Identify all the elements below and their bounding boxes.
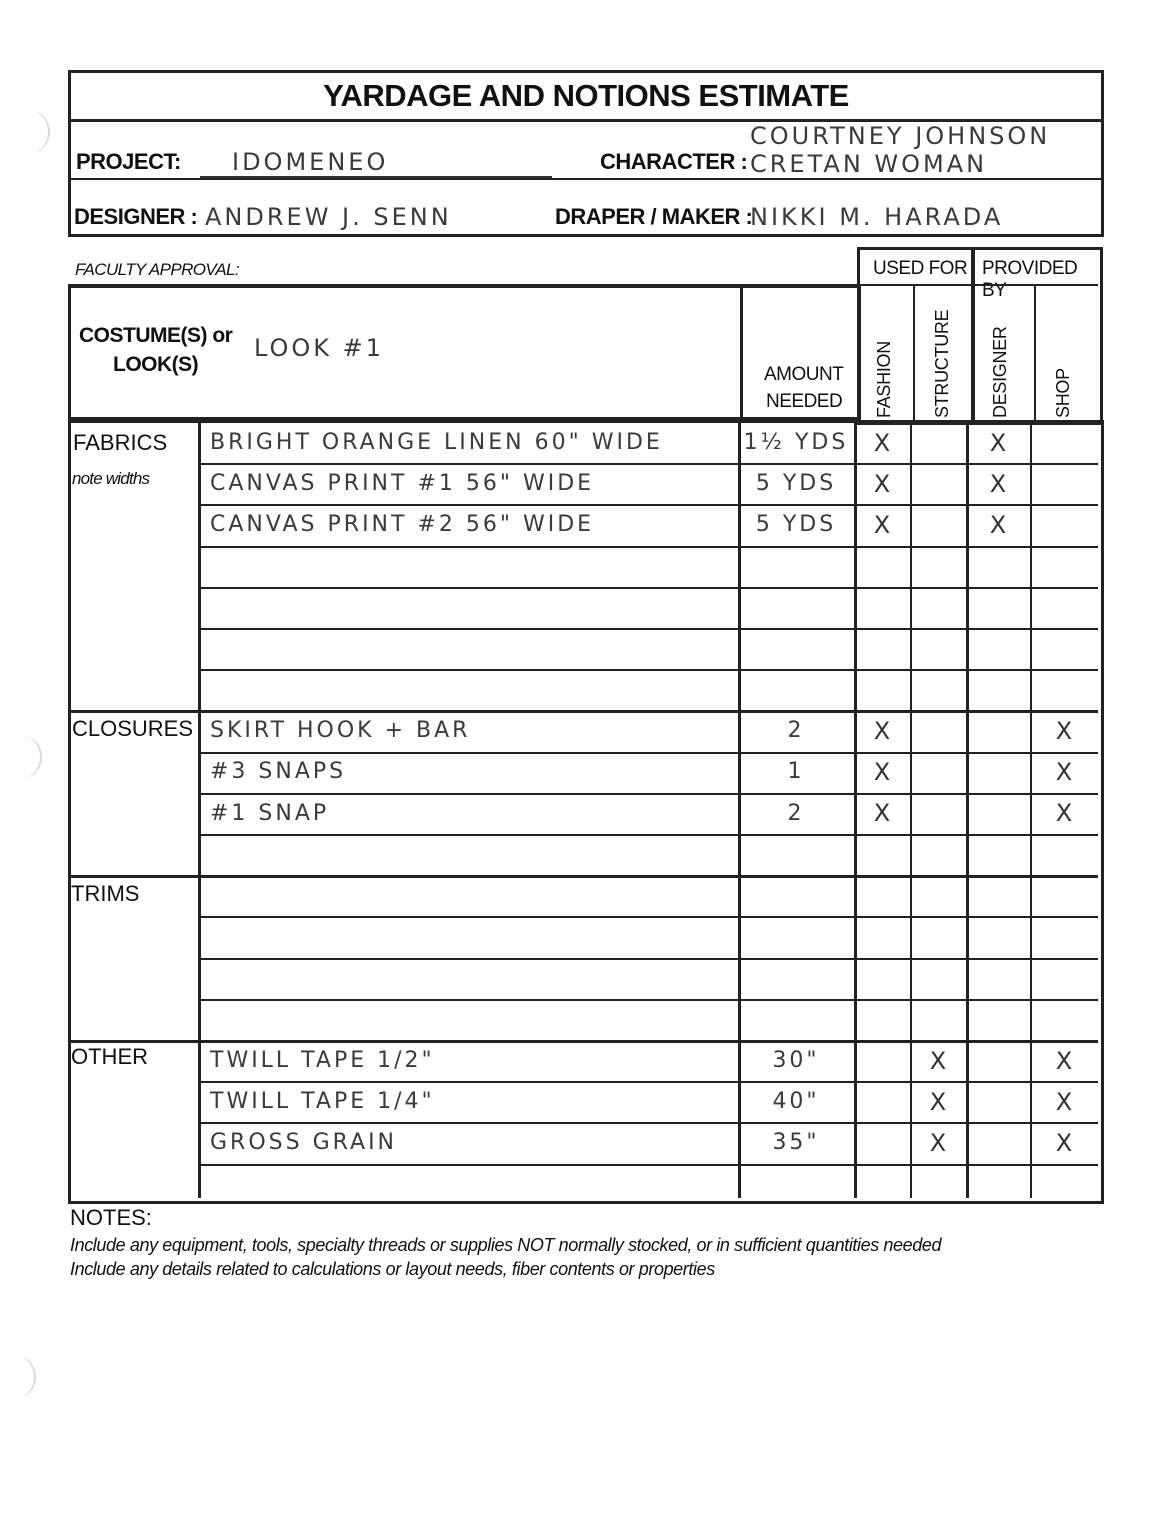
- character-value-line2[interactable]: CRETAN WOMAN: [750, 150, 988, 178]
- fashion-cell[interactable]: X: [873, 469, 891, 498]
- table-row: [198, 463, 1098, 504]
- table-row: [198, 422, 1098, 463]
- table-row: [198, 1122, 1098, 1163]
- table-row: [198, 504, 1098, 545]
- amount-cell[interactable]: 1: [787, 759, 805, 785]
- project-value[interactable]: IDOMENEO: [232, 148, 389, 176]
- shop-cell[interactable]: X: [1055, 1128, 1073, 1157]
- provided-by-label: PROVIDED BY: [982, 258, 1078, 301]
- amount-cell[interactable]: 1½ YDS: [743, 429, 849, 455]
- designer-col-label: DESIGNER: [990, 326, 1010, 418]
- designer-cell[interactable]: X: [989, 510, 1007, 539]
- table-row: [198, 710, 1098, 751]
- draper-label: DRAPER / MAKER :: [555, 204, 753, 229]
- item-cell[interactable]: #3 SNAPS: [210, 759, 347, 785]
- item-cell[interactable]: BRIGHT ORANGE LINEN 60" WIDE: [210, 429, 663, 455]
- draper-value[interactable]: NIKKI M. HARADA: [750, 203, 1004, 231]
- character-label: CHARACTER :: [600, 149, 748, 174]
- fabrics-label: FABRICS: [73, 430, 168, 455]
- item-cell[interactable]: CANVAS PRINT #1 56" WIDE: [210, 471, 595, 497]
- other-label: OTHER: [71, 1044, 148, 1069]
- amount-cell[interactable]: 35": [772, 1130, 820, 1156]
- table-row: [198, 752, 1098, 793]
- designer-cell[interactable]: X: [989, 469, 1007, 498]
- fashion-cell[interactable]: X: [873, 428, 891, 457]
- fashion-cell[interactable]: X: [873, 799, 891, 828]
- structure-cell[interactable]: X: [929, 1087, 947, 1116]
- designer-label: DESIGNER :: [74, 204, 198, 229]
- shop-cell[interactable]: X: [1055, 1087, 1073, 1116]
- notes-header: NOTES:: [70, 1205, 152, 1230]
- table-row: [198, 1040, 1098, 1081]
- estimate-form: [68, 70, 1102, 1200]
- punch-hole-bottom: [0, 1355, 36, 1399]
- amount-label-line2: NEEDED: [766, 391, 843, 412]
- item-cell[interactable]: TWILL TAPE 1/2": [210, 1047, 435, 1073]
- fashion-cell[interactable]: X: [873, 758, 891, 787]
- table-row: [198, 546, 1098, 587]
- fashion-cell[interactable]: X: [873, 716, 891, 745]
- amount-label-line1: AMOUNT: [764, 364, 844, 385]
- form-title: YARDAGE AND NOTIONS ESTIMATE: [323, 78, 849, 113]
- look-value[interactable]: LOOK #1: [254, 334, 385, 362]
- notes-line-1: Include any equipment, tools, specialty threads or supplies NOT normally stocked, or in sufficient quantities needed: [70, 1235, 942, 1255]
- punch-hole-top: [8, 110, 50, 154]
- designer-cell[interactable]: X: [989, 428, 1007, 457]
- shop-cell[interactable]: X: [1055, 1046, 1073, 1075]
- table-row: [198, 834, 1098, 875]
- amount-cell[interactable]: 2: [787, 800, 805, 826]
- amount-cell[interactable]: 5 YDS: [755, 512, 837, 538]
- structure-col-label: STRUCTURE: [932, 309, 952, 418]
- table-row: [198, 587, 1098, 628]
- note-widths-label: note widths: [72, 469, 150, 488]
- shop-cell[interactable]: X: [1055, 716, 1073, 745]
- trims-label: TRIMS: [71, 881, 140, 906]
- fashion-col-label: FASHION: [874, 341, 894, 418]
- amount-cell[interactable]: 2: [787, 718, 805, 744]
- closures-label: CLOSURES: [72, 716, 194, 741]
- shop-col-label: SHOP: [1053, 368, 1073, 418]
- project-label: PROJECT:: [76, 149, 181, 174]
- table-row: [198, 875, 1098, 916]
- table-row: [198, 628, 1098, 669]
- amount-cell[interactable]: 40": [772, 1089, 820, 1115]
- faculty-approval-label: FACULTY APPROVAL:: [75, 260, 239, 279]
- designer-value[interactable]: ANDREW J. SENN: [205, 203, 452, 231]
- structure-cell[interactable]: X: [929, 1046, 947, 1075]
- shop-cell[interactable]: X: [1055, 799, 1073, 828]
- used-for-label: USED FOR: [873, 258, 968, 279]
- amount-cell[interactable]: 5 YDS: [755, 471, 837, 497]
- row-layer: [68, 70, 1102, 1200]
- amount-cell[interactable]: 30": [772, 1047, 820, 1073]
- table-row: [198, 793, 1098, 834]
- item-cell[interactable]: GROSS GRAIN: [210, 1130, 398, 1156]
- notes-line-2: Include any details related to calculations or layout needs, fiber contents or properties: [70, 1259, 715, 1279]
- table-row: [198, 1081, 1098, 1122]
- item-cell[interactable]: #1 SNAP: [210, 800, 330, 826]
- table-row: [198, 958, 1098, 999]
- item-cell[interactable]: TWILL TAPE 1/4": [210, 1089, 435, 1115]
- structure-cell[interactable]: X: [929, 1128, 947, 1157]
- character-value-line1[interactable]: COURTNEY JOHNSON: [750, 122, 1051, 150]
- item-cell[interactable]: CANVAS PRINT #2 56" WIDE: [210, 512, 595, 538]
- table-row: [198, 1164, 1098, 1205]
- shop-cell[interactable]: X: [1055, 758, 1073, 787]
- fashion-cell[interactable]: X: [873, 510, 891, 539]
- table-row: [198, 916, 1098, 957]
- costume-label-line1: COSTUME(S) or: [79, 324, 233, 347]
- table-row: [198, 999, 1098, 1040]
- table-row: [198, 669, 1098, 710]
- punch-hole-middle: [0, 735, 42, 779]
- costume-label-line2: LOOK(S): [113, 353, 199, 376]
- item-cell[interactable]: SKIRT HOOK + BAR: [210, 718, 471, 744]
